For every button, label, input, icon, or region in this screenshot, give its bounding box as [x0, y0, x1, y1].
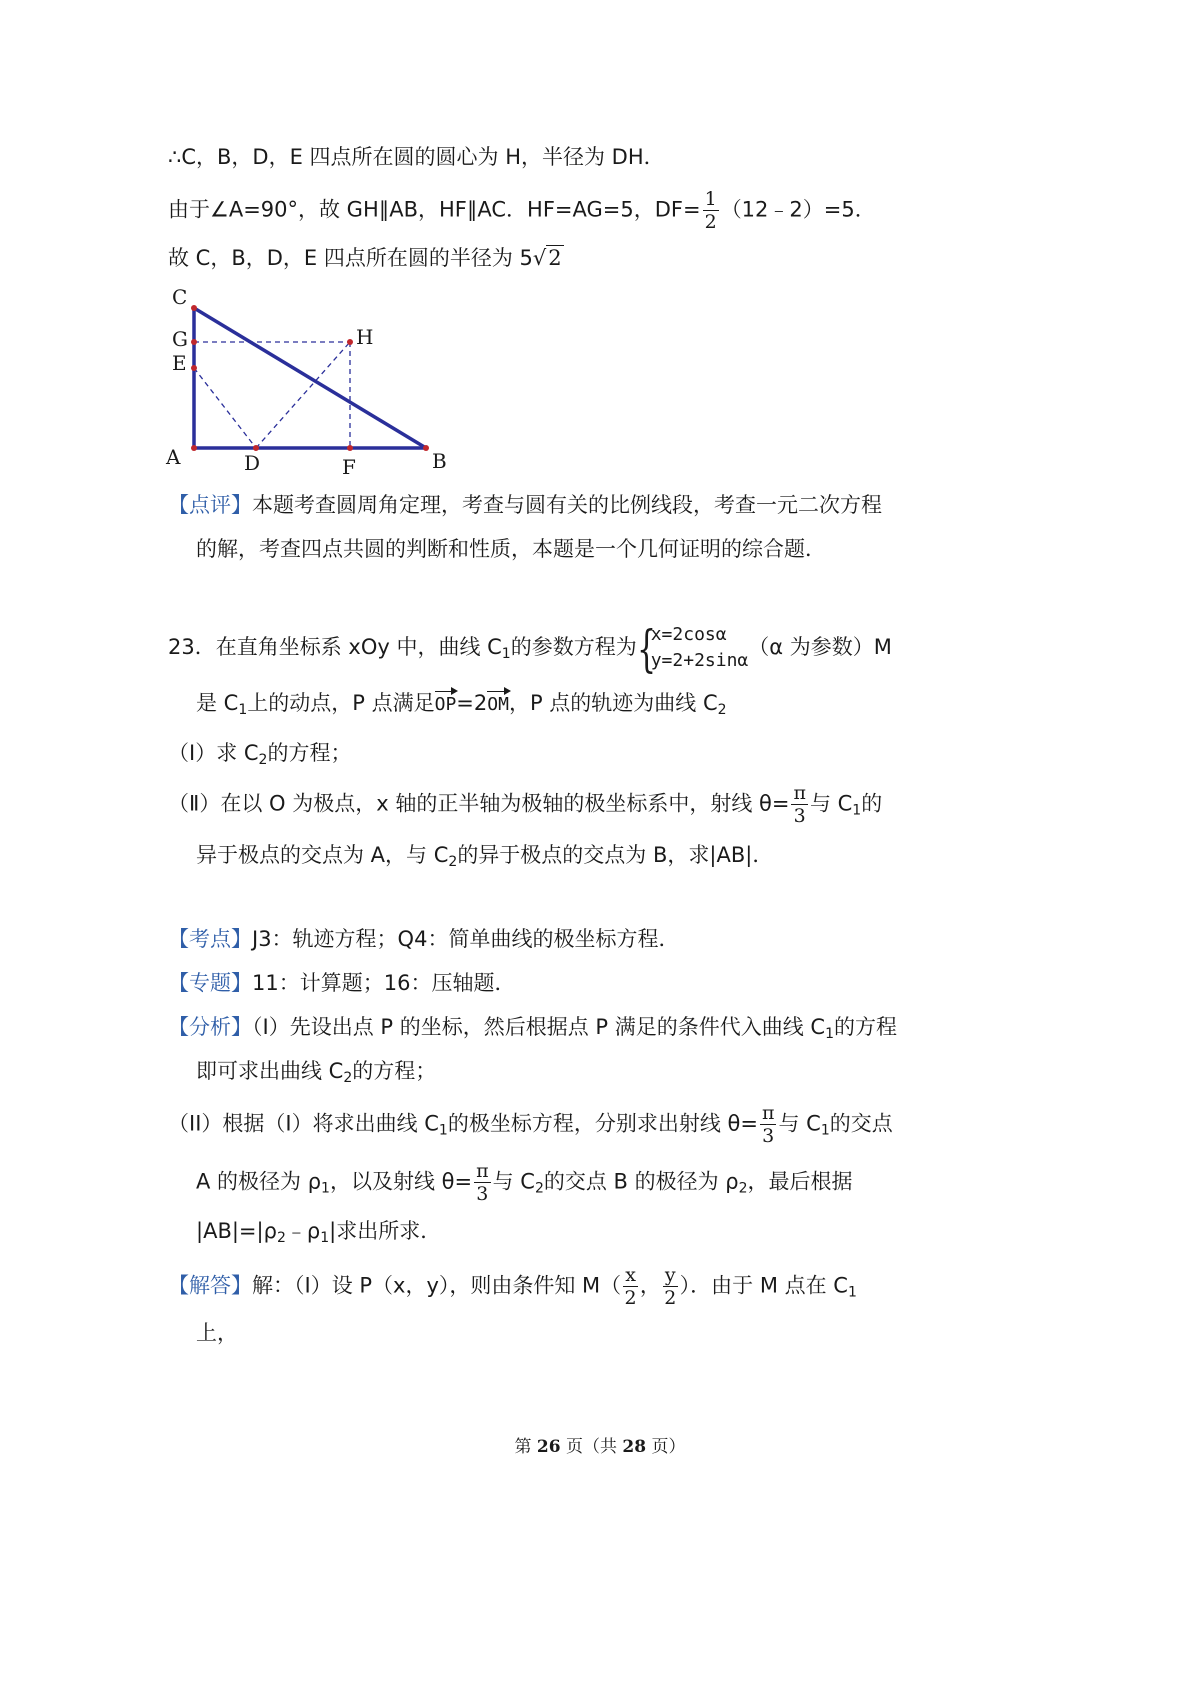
question-23: 23．在直角坐标系 xOy 中，曲线 $C_1$的参数方程为 { x=2cosα y=2+2sinα （α 为参数）M: [168, 620, 892, 678]
page-number: 26: [536, 1437, 561, 1457]
text-line: （Ⅱ）在以 O 为极点，x 轴的正半轴为极轴的极坐标系中，射线 θ= $\frac{\pi}{3}$ 与 $C_1$的: [168, 782, 883, 827]
tag-comment: 【点评】: [168, 493, 252, 517]
vector-op: OP: [435, 690, 457, 720]
tag-zhuanti: 【专题】: [168, 971, 252, 995]
fraction-x-2: $\frac{x}{2}$: [624, 1264, 637, 1309]
tag-jieda: 【解答】: [168, 1273, 252, 1298]
fraction-half: $\frac{1}{2}$: [704, 188, 717, 233]
text-line: 上，: [196, 1321, 238, 1345]
text-line: 由于∠A=90°，故 GH∥AB，HF∥AC．HF=AG=5，DF= $\frac{1}{2}$ （12﹣2）=5．: [168, 188, 876, 233]
point-H: [347, 339, 353, 345]
label-E: E: [172, 351, 187, 375]
text-line: 是 $C_1$上的动点，P 点满足OP=2OM，P 点的轨迹为曲线 $C_2$: [196, 691, 727, 718]
sqrt: √2: [532, 246, 562, 270]
label-A: A: [166, 445, 181, 469]
text-line: A 的极径为 $\rho_1$，以及射线 θ= $\frac{\pi}{3}$ 与 $C_2$的交点 B 的极径为 $\rho_2$，最后根据: [196, 1160, 853, 1205]
fraction-y-2: $\frac{y}{2}$: [664, 1264, 677, 1309]
text-line: （Ⅰ）求 $C_2$的方程；: [168, 741, 352, 768]
param-system: { x=2cosα y=2+2sinα: [636, 620, 749, 678]
point-E: [191, 365, 197, 371]
segment-ED: [194, 368, 256, 448]
page-total: 28: [622, 1437, 647, 1457]
zhuanti-line: 【专题】11：计算题；16：压轴题．: [168, 971, 516, 995]
text-line: （II）根据（I）将求出曲线 $C_1$的极坐标方程，分别求出射线 θ= $\frac{\pi}{3}$ 与 $C_1$的交点: [168, 1102, 893, 1147]
text-line: 异于极点的交点为 A，与 $C_2$的异于极点的交点为 B，求|AB|．: [196, 843, 774, 870]
point-F: [347, 445, 353, 451]
point-A: [191, 445, 197, 451]
label-D: D: [244, 451, 261, 475]
comment-line: 【点评】本题考查圆周角定理，考查与圆有关的比例线段，考查一元二次方程: [168, 493, 882, 517]
tag-fenxi: 【分析】: [168, 1015, 252, 1039]
label-C: C: [172, 285, 188, 309]
text-line: 即可求出曲线 $C_2$的方程；: [196, 1059, 437, 1086]
text-line: 的解，考查四点共圆的判断和性质，本题是一个几何证明的综合题．: [196, 537, 826, 561]
point-C: [191, 305, 197, 311]
text-line: 故 C，B，D，E 四点所在圆的半径为 5√2: [168, 243, 564, 273]
fenxi-line: 【分析】（I）先设出点 P 的坐标，然后根据点 P 满足的条件代入曲线 $C_1$的方程: [168, 1015, 897, 1042]
tag-kaodian: 【考点】: [168, 927, 252, 951]
label-B: B: [432, 449, 447, 473]
point-B: [423, 445, 429, 451]
label-G: G: [172, 327, 188, 351]
point-G: [191, 339, 197, 345]
fraction-pi-3: $\frac{\pi}{3}$: [476, 1160, 489, 1205]
label-F: F: [342, 455, 356, 479]
fraction-pi-3: $\frac{\pi}{3}$: [761, 1102, 775, 1147]
geometry-figure: [160, 280, 460, 480]
label-H: H: [356, 325, 374, 349]
segment-CB: [194, 308, 426, 448]
fraction-pi-3: $\frac{\pi}{3}$: [793, 782, 806, 827]
kaodian-line: 【考点】J3：轨迹方程；Q4：简单曲线的极坐标方程．: [168, 927, 680, 951]
page-footer: 第 26 页（共 28 页）: [514, 1437, 686, 1457]
text-line: $|AB|=|\rho_2﹣\rho_1|$求出所求．: [196, 1219, 442, 1246]
jieda-line: 【解答】解：（I）设 P（x，y），则由条件知 M（ $\frac{x}{2}$ ， $\frac{y}{2}$ ）．由于 M 点在 $C_1$: [168, 1264, 857, 1309]
text-line: ∴C，B，D，E 四点所在圆的圆心为 H，半径为 DH．: [168, 145, 665, 169]
vector-om: OM: [487, 690, 509, 720]
